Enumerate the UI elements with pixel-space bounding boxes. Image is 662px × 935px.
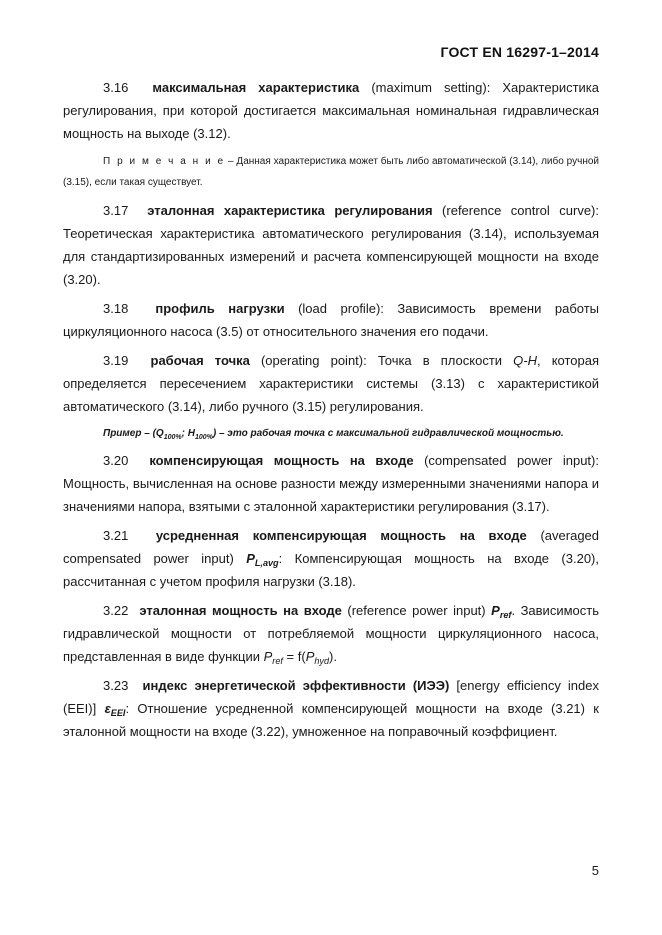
term-title: профиль нагрузки — [155, 301, 285, 316]
symbol-base: P — [246, 551, 255, 566]
term-definition: (load profile): Зависимость времени работы циркуляционного насоса (3.5) от относительного значения его подачи. — [63, 301, 600, 339]
term-title: индекс энергетической эффективности (ИЭЭ) — [142, 678, 450, 693]
page-number: 5 — [591, 863, 599, 878]
term-title: компенсирующая мощность на входе — [149, 453, 414, 468]
term-number: 3.21 — [103, 528, 129, 543]
symbol — [246, 551, 278, 566]
example-text-a: Пример – (Q — [103, 428, 164, 439]
example-3-19 — [63, 424, 599, 443]
example-text-b: ; H — [181, 428, 195, 439]
term-number: 3.16 — [103, 80, 129, 95]
term-3-22 — [63, 599, 599, 668]
term-number: 3.22 — [103, 603, 129, 618]
formula-p2: P — [305, 649, 315, 664]
document-body — [63, 76, 599, 749]
term-definition-a: (averaged compensated power input) — [63, 528, 600, 566]
term-number: 3.23 — [103, 678, 129, 693]
term-number: 3.20 — [103, 453, 129, 468]
term-number: 3.17 — [103, 203, 129, 218]
document-code-header: ГОСТ EN 16297-1–2014 — [440, 44, 599, 60]
term-title: усредненная компенсирующая мощность на входе — [155, 528, 527, 543]
term-definition-b: , которая определяется пересечением характеристики системы (3.13) с характеристикой автоматического (3.14), либо ручного (3.15) регулирования. — [63, 353, 600, 414]
formula-sub-ref: ref — [272, 656, 283, 666]
term-3-21 — [63, 524, 599, 593]
term-3-19 — [63, 349, 599, 418]
term-3-18 — [63, 297, 599, 343]
example-sub-q: 100% — [163, 434, 182, 441]
symbol-base: ε — [104, 701, 111, 716]
note-3-16 — [63, 151, 599, 193]
note-text: – Данная характеристика может быть либо автоматической (3.14), либо ручной (3.15), если такая существует. — [63, 156, 599, 188]
term-definition-a: [energy efficiency index (EEI)] — [63, 678, 599, 716]
symbol-subscript: ref — [499, 610, 512, 620]
formula-sub-hyd: hyd — [314, 656, 330, 666]
symbol — [105, 701, 126, 716]
term-3-20 — [63, 449, 599, 518]
term-title: рабочая точка — [150, 353, 250, 368]
qh-plane: Q-H — [513, 353, 537, 368]
term-definition-a: (operating point): Точка в плоскости — [249, 353, 514, 368]
term-3-16 — [63, 76, 599, 145]
term-title: эталонная мощность на входе — [139, 603, 342, 618]
symbol-base: P — [491, 603, 500, 618]
term-definition: (maximum setting): Характеристика регулирования, при которой достигается максимальная номинальная гидравлическая мощность на выходе (3.12). — [63, 80, 599, 141]
term-number: 3.18 — [103, 301, 129, 316]
term-title: эталонная характеристика регулирования — [147, 203, 433, 218]
term-definition-b: : Отношение усредненной компенсирующей мощности на входе (3.21) к эталонной мощности на входе (3.22), умноженное на поправочный коэффициент. — [63, 701, 599, 739]
symbol-subscript: L,avg — [254, 558, 279, 568]
formula-end: ). — [329, 649, 337, 664]
note-label: П р и м е ч а н и е — [103, 156, 226, 167]
example-sub-h: 100% — [194, 434, 213, 441]
formula-p: P — [263, 649, 273, 664]
formula-eq: = f( — [282, 649, 306, 664]
term-3-23 — [63, 674, 599, 743]
term-definition-b: : Компенсирующая мощность на входе (3.20), рассчитанная с учетом профиля нагрузки (3.18). — [63, 551, 600, 589]
symbol — [491, 603, 511, 618]
term-definition: (reference control curve): Теоретическая характеристика автоматического регулирования (3.14), используемая для стандартизированных измерений и расчета компенсирующей мощности на входе (3.20). — [63, 203, 599, 287]
example-text-c: ) – это рабочая точка с максимальной гидравлической мощностью. — [212, 428, 564, 439]
term-definition-a: (reference power input) — [341, 603, 492, 618]
term-definition-b: . Зависимость гидравлической мощности от потребляемой мощности циркуляционного насоса, представленная в виде функции — [63, 603, 599, 664]
term-3-17 — [63, 199, 599, 291]
symbol-subscript: EEI — [110, 708, 126, 718]
term-number: 3.19 — [103, 353, 129, 368]
term-title: максимальная характеристика — [152, 80, 360, 95]
term-definition: (compensated power input): Мощность, вычисленная на основе разности между измеренными значениями напора и значениями напора, взятыми с эталонной характеристики регулирования (3.17). — [63, 453, 599, 514]
